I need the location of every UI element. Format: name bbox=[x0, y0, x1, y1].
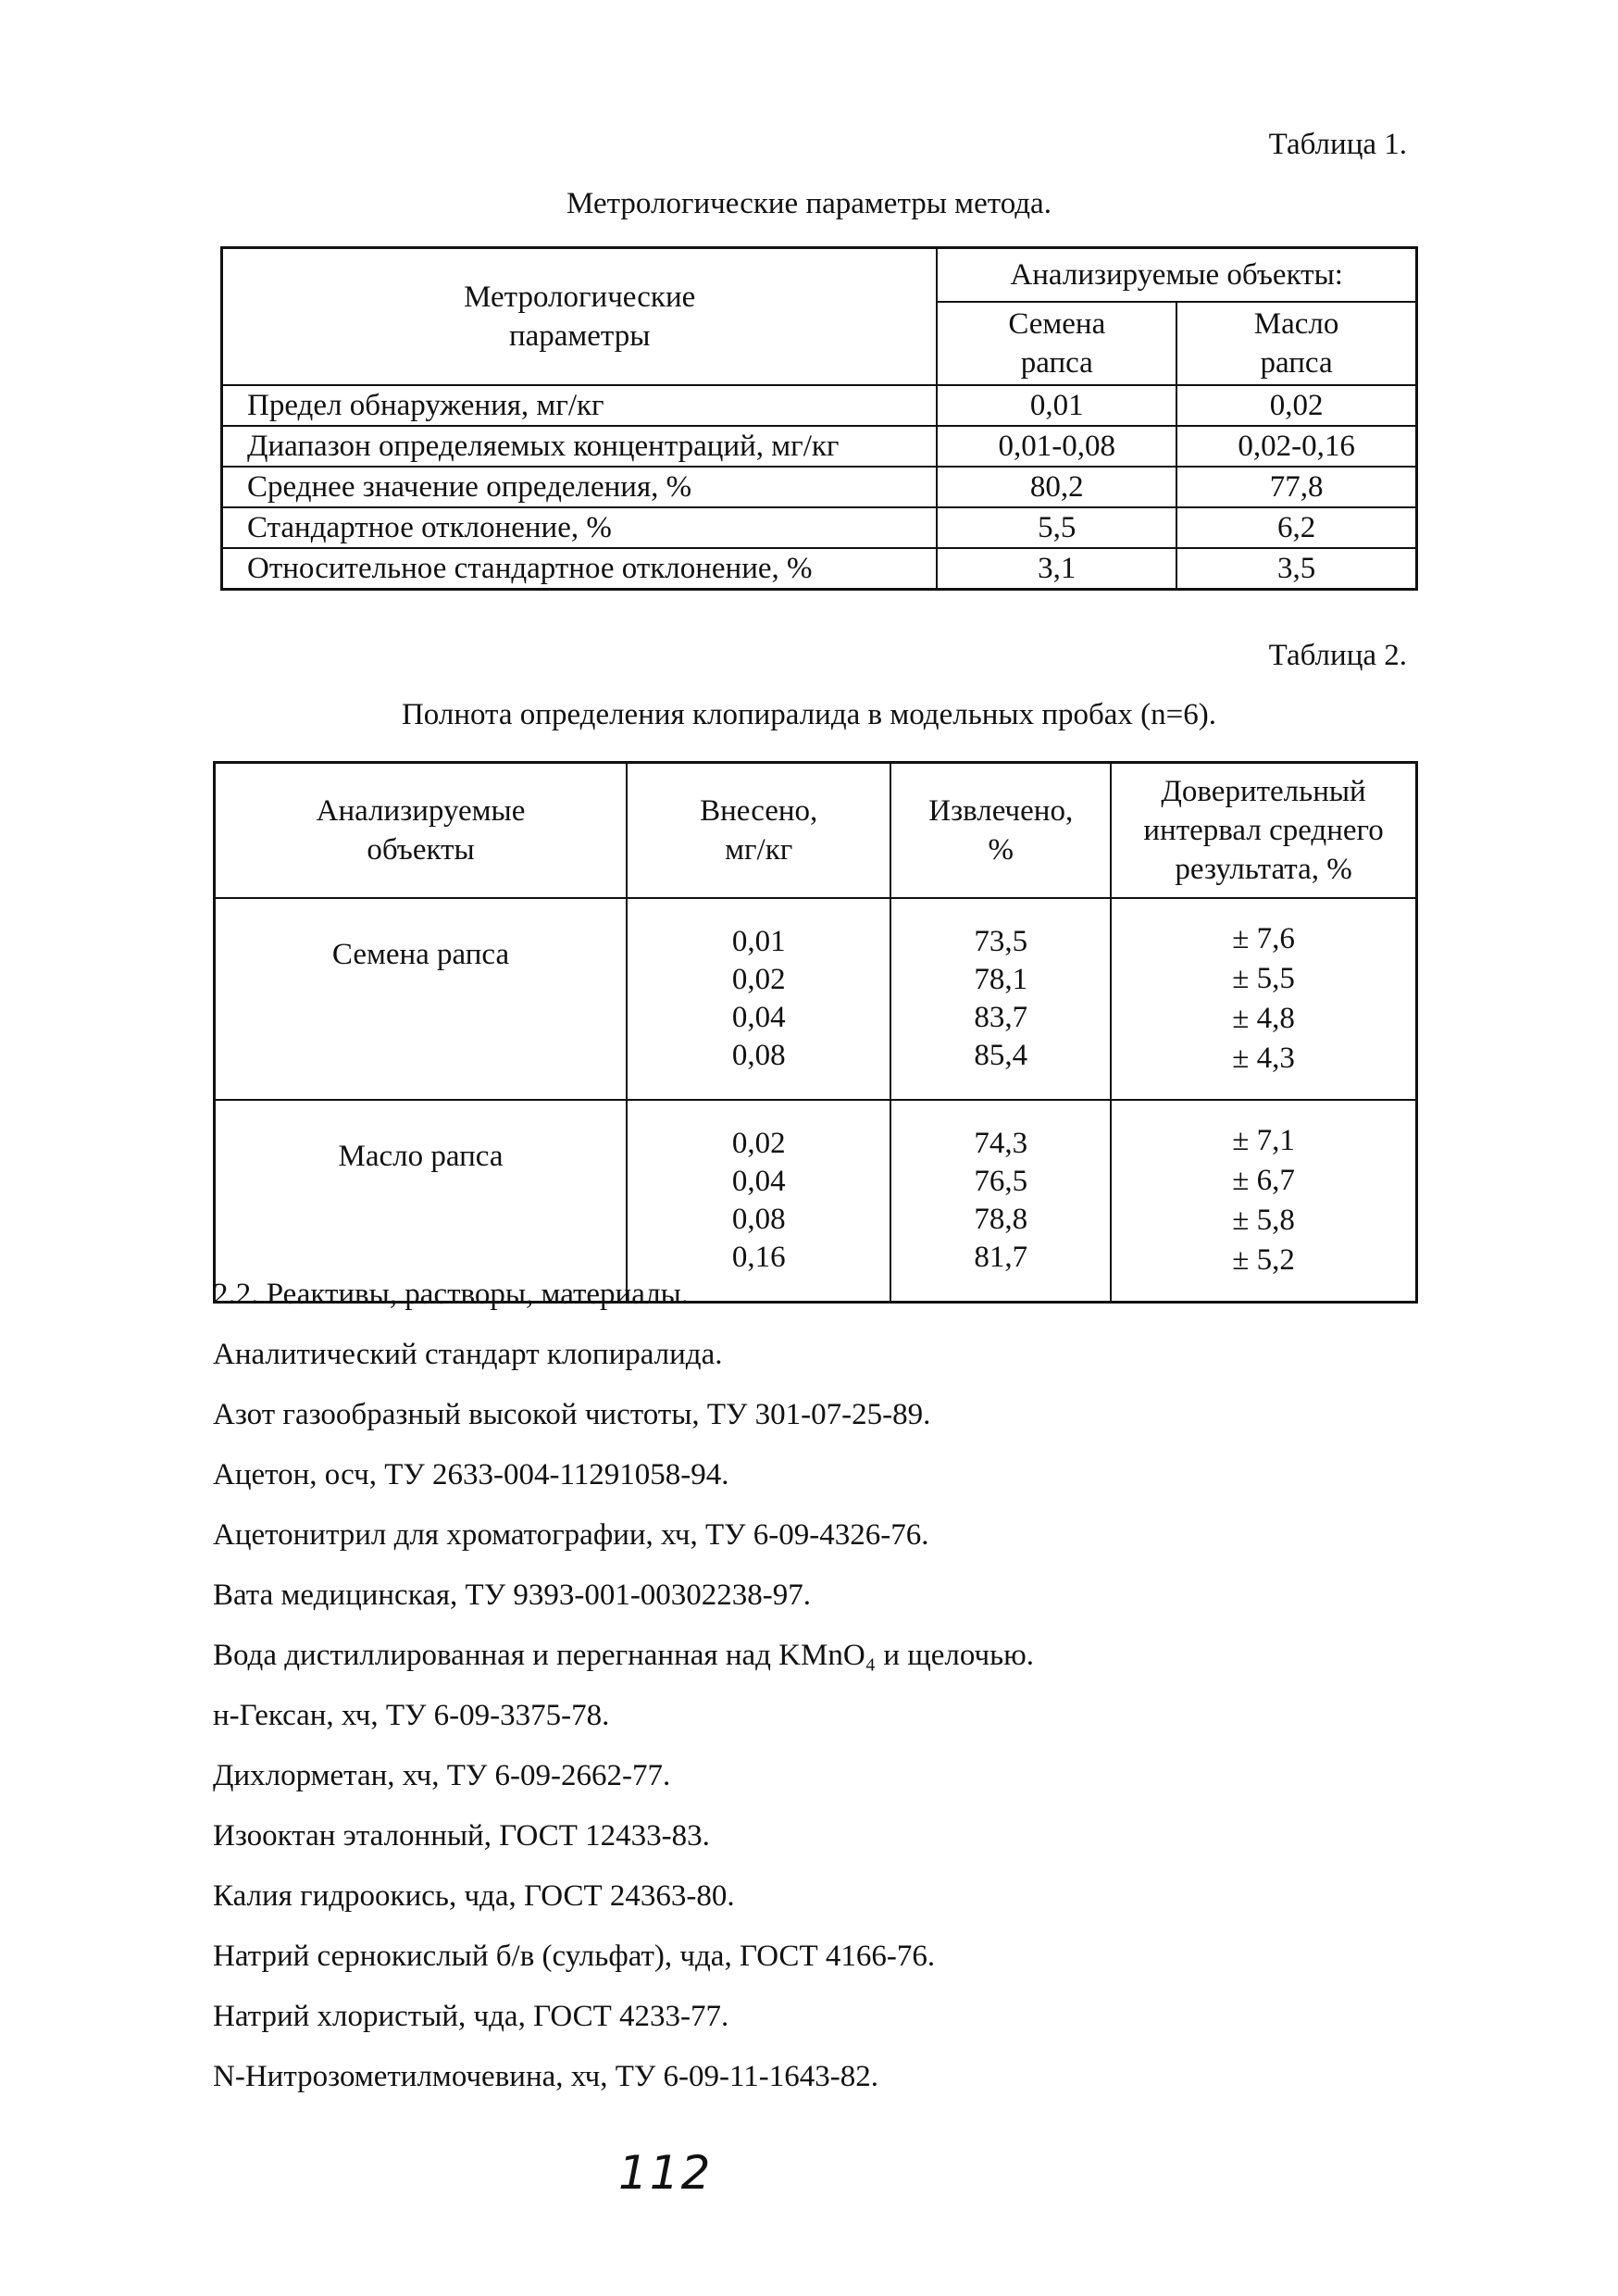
t2-header-col1 bbox=[215, 763, 628, 899]
table2-label: Таблица 2. bbox=[1268, 639, 1407, 672]
t2-recovered: 83,7 bbox=[974, 1001, 1028, 1034]
t2-added: 0,04 bbox=[731, 1165, 786, 1198]
t2-header-col3 bbox=[890, 763, 1111, 899]
page-number: 112 bbox=[618, 2146, 713, 2200]
t2-header-col3-text: Извлечено, % bbox=[928, 794, 1074, 867]
t2-interval-cell bbox=[1111, 898, 1416, 1100]
t1-value-seeds: 0,01-0,08 bbox=[937, 426, 1176, 467]
t2-added: 0,16 bbox=[731, 1241, 786, 1274]
t2-header-col2-text: Внесено, мг/кг bbox=[700, 794, 818, 867]
t1-param: Среднее значение определения, % bbox=[222, 467, 938, 507]
t2-added: 0,08 bbox=[731, 1203, 786, 1236]
t2-interval: ± 5,2 bbox=[1232, 1243, 1295, 1277]
t1-row bbox=[222, 548, 1417, 590]
t1-param: Стандартное отклонение, % bbox=[222, 507, 938, 548]
t1-value-oil: 0,02 bbox=[1176, 385, 1416, 426]
t1-param: Относительное стандартное отклонение, % bbox=[222, 548, 938, 590]
t2-recovered: 74,3 bbox=[974, 1127, 1028, 1160]
t2-header-col2 bbox=[627, 763, 890, 899]
table1-caption: Метрологические параметры метода. bbox=[566, 187, 1052, 220]
reagent-item: Калия гидроокись, чда, ГОСТ 24363-80. bbox=[213, 1879, 735, 1913]
reagent-item: Натрий сернокислый б/в (сульфат), чда, ГОСТ 4166-76. bbox=[213, 1940, 936, 1973]
t2-object: Масло рапса bbox=[215, 1100, 628, 1303]
t1-header-param bbox=[222, 248, 938, 386]
t1-value-seeds: 5,5 bbox=[937, 507, 1176, 548]
reagent-item: N-Нитрозометилмочевина, хч, ТУ 6-09-11-1643-82. bbox=[213, 2060, 878, 2093]
t2-added: 0,02 bbox=[731, 963, 786, 996]
t2-header-col1-text: Анализируемые объекты bbox=[316, 794, 526, 867]
t1-header-col2-text: Масло рапса bbox=[1253, 307, 1339, 380]
t2-header-col4 bbox=[1111, 763, 1416, 899]
reagent-item: Аналитический стандарт клопиралида. bbox=[213, 1338, 723, 1371]
t1-value-oil: 3,5 bbox=[1176, 548, 1416, 590]
section-heading: 2.2. Реактивы, растворы, материалы. bbox=[213, 1278, 690, 1311]
t2-added-cell bbox=[627, 898, 890, 1100]
t2-recovered: 76,5 bbox=[974, 1165, 1028, 1198]
reagent-item: Ацетон, осч, ТУ 2633-004-11291058-94. bbox=[213, 1458, 729, 1491]
reagent-item: Дихлорметан, хч, ТУ 6-09-2662-77. bbox=[213, 1759, 671, 1792]
t1-row bbox=[222, 467, 1417, 507]
t1-header-col1-text: Семена рапса bbox=[1008, 307, 1106, 380]
t1-header-group: Анализируемые объекты: bbox=[937, 248, 1416, 303]
t2-added-cell bbox=[627, 1100, 890, 1303]
t2-added: 0,08 bbox=[731, 1039, 786, 1072]
t2-interval: ± 7,1 bbox=[1232, 1124, 1295, 1157]
t1-row bbox=[222, 507, 1417, 548]
t1-param: Диапазон определяемых концентраций, мг/кг bbox=[222, 426, 938, 467]
t2-interval: ± 4,8 bbox=[1232, 1002, 1295, 1035]
t1-row bbox=[222, 426, 1417, 467]
t1-value-oil: 0,02-0,16 bbox=[1176, 426, 1416, 467]
reagent-item: Натрий хлористый, чда, ГОСТ 4233-77. bbox=[213, 2000, 729, 2033]
table1-label: Таблица 1. bbox=[1268, 128, 1407, 161]
t2-object: Семена рапса bbox=[215, 898, 628, 1100]
t2-recovered-cell bbox=[890, 898, 1111, 1100]
table2 bbox=[213, 761, 1418, 1304]
t2-recovered: 78,1 bbox=[974, 963, 1028, 996]
t2-added: 0,02 bbox=[731, 1127, 786, 1160]
reagent-item: Изооктан эталонный, ГОСТ 12433-83. bbox=[213, 1819, 710, 1853]
t2-recovered-cell bbox=[890, 1100, 1111, 1303]
reagent-item: Вата медицинская, ТУ 9393-001-00302238-97. bbox=[213, 1578, 812, 1612]
t2-added: 0,01 bbox=[731, 925, 786, 958]
table1 bbox=[220, 246, 1418, 591]
t2-recovered: 73,5 bbox=[974, 925, 1028, 958]
table2-caption: Полнота определения клопиралида в модельных пробах (n=6). bbox=[401, 698, 1217, 731]
t2-interval: ± 6,7 bbox=[1232, 1164, 1295, 1197]
t1-value-oil: 6,2 bbox=[1176, 507, 1416, 548]
t1-value-seeds: 80,2 bbox=[937, 467, 1176, 507]
t2-recovered: 81,7 bbox=[974, 1241, 1028, 1274]
t1-header-col2 bbox=[1176, 302, 1416, 385]
t1-param: Предел обнаружения, мг/кг bbox=[222, 385, 938, 426]
t2-group-oil bbox=[215, 1100, 1417, 1303]
t2-group-seeds bbox=[215, 898, 1417, 1100]
t2-interval-cell bbox=[1111, 1100, 1416, 1303]
t2-header-col4-text: Доверительный интервал среднего результата, % bbox=[1143, 775, 1384, 886]
reagent-item: Вода дистиллированная и перегнанная над KMnO₄ и щелочью. bbox=[213, 1639, 1035, 1672]
reagent-item: Азот газообразный высокой чистоты, ТУ 301-07-25-89. bbox=[213, 1398, 931, 1431]
t2-interval: ± 7,6 bbox=[1232, 922, 1295, 955]
t2-recovered: 78,8 bbox=[974, 1203, 1028, 1236]
t1-value-seeds: 0,01 bbox=[937, 385, 1176, 426]
reagent-item: н-Гексан, хч, ТУ 6-09-3375-78. bbox=[213, 1699, 610, 1732]
t1-row bbox=[222, 385, 1417, 426]
reagent-item: Ацетонитрил для хроматографии, хч, ТУ 6-09-4326-76. bbox=[213, 1518, 929, 1552]
t2-interval: ± 4,3 bbox=[1232, 1042, 1295, 1075]
t1-value-oil: 77,8 bbox=[1176, 467, 1416, 507]
t2-interval: ± 5,8 bbox=[1232, 1204, 1295, 1237]
t1-value-seeds: 3,1 bbox=[937, 548, 1176, 590]
t2-interval: ± 5,5 bbox=[1232, 962, 1295, 995]
t2-recovered: 85,4 bbox=[974, 1039, 1028, 1072]
t1-header-param-text: Метрологические параметры bbox=[464, 281, 696, 353]
t1-header-col1 bbox=[937, 302, 1176, 385]
t2-added: 0,04 bbox=[731, 1001, 786, 1034]
